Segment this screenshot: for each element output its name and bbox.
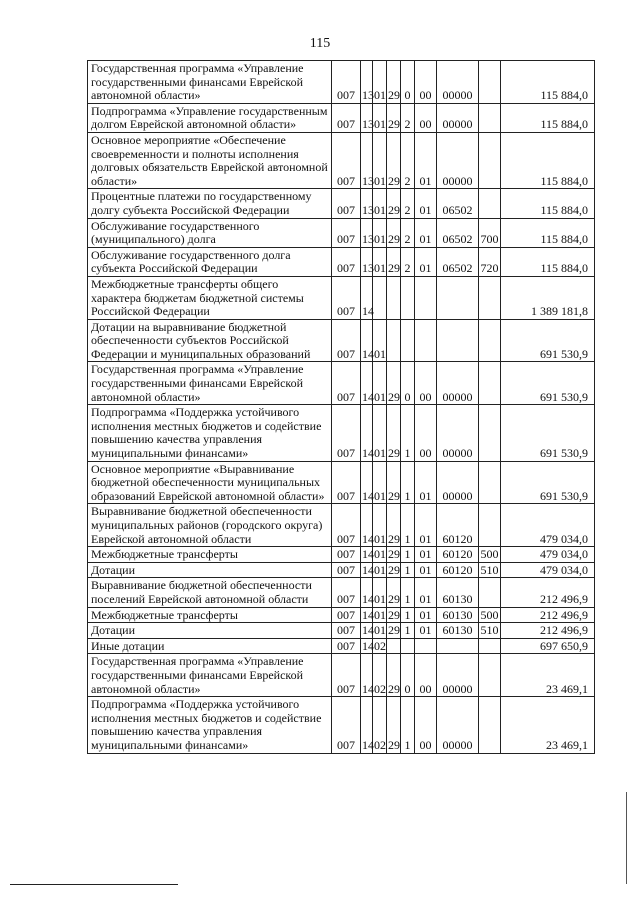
- ministry-code: 007: [332, 461, 361, 504]
- row-name: Выравнивание бюджетной обеспеченности муниципальных районов (городского округа) Еврейской автономной области: [88, 504, 332, 547]
- main-event-code: 01: [415, 578, 437, 607]
- direction-code: [437, 319, 479, 362]
- expense-type-code: [479, 61, 501, 104]
- ministry-code: 007: [332, 623, 361, 639]
- row-name: Государственная программа «Управление государственными финансами Еврейской автономной области»: [88, 654, 332, 697]
- ministry-code: 007: [332, 562, 361, 578]
- expense-type-code: [479, 319, 501, 362]
- subsection-code: 01: [373, 218, 387, 247]
- table-row: [88, 638, 595, 654]
- main-event-code: 01: [415, 189, 437, 218]
- expense-type-code: 500: [480, 607, 499, 622]
- ministry-code: 007: [332, 247, 361, 276]
- table-row: [88, 607, 595, 623]
- ministry-code: 007: [332, 103, 361, 132]
- program-code: 29: [387, 61, 401, 104]
- subsection-code: 02: [374, 638, 386, 653]
- row-name: Подпрограмма «Поддержка устойчивого исполнения местных бюджетов и содействие повышению качества управления муниципальными финансами»: [88, 697, 332, 753]
- amount: 1 389 181,8: [501, 276, 595, 319]
- program-code: 29: [387, 578, 401, 607]
- subsection-code: 01: [373, 362, 387, 405]
- section-code: 14: [362, 562, 374, 577]
- subprogram-code: 2: [401, 247, 415, 276]
- expense-type-code: [479, 189, 501, 218]
- direction-code: 60120: [437, 547, 479, 563]
- direction-code: 00000: [437, 132, 479, 188]
- main-event-code: 00: [415, 103, 437, 132]
- table-row: [88, 319, 595, 362]
- expense-type-code: [479, 103, 501, 132]
- row-name: Подпрограмма «Управление государственным долгом Еврейской автономной области»: [88, 103, 332, 132]
- section-code: 13: [361, 189, 373, 218]
- program-code: 29: [388, 547, 400, 562]
- program-code: 29: [387, 504, 401, 547]
- ministry-code: 007: [332, 276, 361, 319]
- direction-code: 06502: [437, 189, 479, 218]
- expense-type-code: 510: [480, 623, 499, 638]
- page-number: 115: [309, 36, 331, 51]
- main-event-code: 01: [415, 623, 437, 639]
- section-code: 14: [361, 461, 373, 504]
- table-row: [88, 189, 595, 218]
- program-code: [387, 638, 401, 654]
- subprogram-code: 1: [401, 697, 415, 753]
- main-event-code: [415, 319, 437, 362]
- expense-type-code: [479, 132, 501, 188]
- direction-code: 00000: [437, 61, 479, 104]
- program-code: 29: [387, 461, 401, 504]
- row-name: Основное мероприятие «Выравнивание бюджетной обеспеченности муниципальных образований Еврейской автономной области»: [88, 461, 332, 504]
- table-row: [88, 61, 595, 104]
- section-code: 14: [361, 504, 373, 547]
- subsection-code: [373, 276, 387, 319]
- subprogram-code: 1: [401, 607, 415, 623]
- table-row: [88, 623, 595, 639]
- subsection-code: 01: [374, 623, 386, 638]
- ministry-code: 007: [332, 654, 361, 697]
- subsection-code: 01: [373, 405, 387, 461]
- subsection-code: 01: [373, 319, 387, 362]
- subprogram-code: 2: [401, 189, 415, 218]
- expense-type-code: [479, 362, 501, 405]
- ministry-code: 007: [332, 132, 361, 188]
- amount: 479 034,0: [501, 504, 595, 547]
- row-name: Выравнивание бюджетной обеспеченности поселений Еврейской автономной области: [88, 578, 332, 607]
- table-row: [88, 562, 595, 578]
- amount: 479 034,0: [501, 547, 595, 563]
- section-code: 14: [362, 607, 374, 622]
- section-code: 14: [361, 654, 373, 697]
- main-event-code: 01: [415, 504, 437, 547]
- section-code: 14: [362, 547, 374, 562]
- subsection-code: 01: [373, 247, 387, 276]
- subsection-code: 01: [373, 61, 387, 104]
- row-name: Подпрограмма «Поддержка устойчивого исполнения местных бюджетов и содействие повышению качества управления муниципальными финансами»: [88, 405, 332, 461]
- section-code: 13: [361, 103, 373, 132]
- subsection-code: 01: [373, 578, 387, 607]
- expense-type-code: [479, 578, 501, 607]
- amount: 115 884,0: [501, 218, 595, 247]
- expense-type-code: [479, 504, 501, 547]
- section-code: 14: [361, 276, 373, 319]
- subprogram-code: [401, 319, 415, 362]
- row-name: Дотации: [88, 623, 332, 639]
- ministry-code: 007: [332, 504, 361, 547]
- program-code: 29: [388, 562, 400, 577]
- section-code: 14: [361, 405, 373, 461]
- amount: 115 884,0: [501, 189, 595, 218]
- expense-type-code: [479, 638, 501, 654]
- subprogram-code: 2: [401, 218, 415, 247]
- table-row: [88, 247, 595, 276]
- subprogram-code: 1: [401, 578, 415, 607]
- subprogram-code: 1: [401, 405, 415, 461]
- section-code: 13: [361, 61, 373, 104]
- direction-code: 60130: [437, 578, 479, 607]
- ministry-code: 007: [332, 61, 361, 104]
- program-code: 29: [387, 654, 401, 697]
- amount: 212 496,9: [501, 607, 595, 623]
- expense-type-code: [479, 461, 501, 504]
- amount: 115 884,0: [501, 61, 595, 104]
- subprogram-code: 1: [401, 623, 415, 639]
- row-name: Государственная программа «Управление государственными финансами Еврейской автономной области»: [88, 362, 332, 405]
- amount: 691 530,9: [501, 405, 595, 461]
- expense-type-code: [479, 405, 501, 461]
- subprogram-code: 0: [401, 654, 415, 697]
- table-row: [88, 405, 595, 461]
- ministry-code: 007: [332, 319, 361, 362]
- direction-code: 06502: [437, 247, 479, 276]
- subsection-code: 01: [374, 547, 386, 562]
- subprogram-code: 2: [401, 103, 415, 132]
- direction-code: 00000: [437, 362, 479, 405]
- expense-type-code: [479, 654, 501, 697]
- row-name: Обслуживание государственного (муниципального) долга: [88, 218, 332, 247]
- ministry-code: 007: [332, 638, 361, 654]
- table-row: [88, 461, 595, 504]
- main-event-code: 01: [415, 461, 437, 504]
- table-row: [88, 276, 595, 319]
- row-name: Межбюджетные трансферты: [88, 547, 332, 563]
- main-event-code: 00: [415, 405, 437, 461]
- row-name: Процентные платежи по государственному долгу субъекта Российской Федерации: [88, 189, 332, 218]
- direction-code: 60130: [437, 623, 479, 639]
- program-code: 29: [387, 697, 401, 753]
- direction-code: 06502: [437, 218, 479, 247]
- row-name: Обслуживание государственного долга субъекта Российской Федерации: [88, 247, 332, 276]
- subsection-code: 01: [373, 461, 387, 504]
- table-row: [88, 132, 595, 188]
- ministry-code: 007: [332, 578, 361, 607]
- section-code: 13: [361, 132, 373, 188]
- amount: 115 884,0: [501, 103, 595, 132]
- table-row: [88, 103, 595, 132]
- program-code: 29: [388, 607, 400, 622]
- subprogram-code: 0: [401, 61, 415, 104]
- amount: 212 496,9: [501, 578, 595, 607]
- amount: 479 034,0: [501, 562, 595, 578]
- subprogram-code: 1: [401, 562, 415, 578]
- direction-code: 60130: [437, 607, 479, 623]
- direction-code: 00000: [437, 461, 479, 504]
- subsection-code: 02: [373, 697, 387, 753]
- amount: 691 530,9: [501, 319, 595, 362]
- subsection-code: 01: [373, 504, 387, 547]
- main-event-code: 00: [415, 654, 437, 697]
- footer-rule: [10, 884, 178, 885]
- program-code: 29: [387, 189, 401, 218]
- ministry-code: 007: [332, 362, 361, 405]
- subsection-code: 01: [374, 607, 386, 622]
- amount: 697 650,9: [501, 638, 595, 654]
- main-event-code: 01: [415, 132, 437, 188]
- subsection-code: 01: [373, 189, 387, 218]
- expense-type-code: 510: [480, 562, 499, 577]
- expense-type-code: 700: [479, 218, 501, 247]
- subprogram-code: 1: [401, 504, 415, 547]
- row-name: Государственная программа «Управление государственными финансами Еврейской автономной области»: [88, 61, 332, 104]
- program-code: 29: [388, 623, 400, 638]
- main-event-code: 00: [415, 362, 437, 405]
- table-row: [88, 654, 595, 697]
- row-name: Межбюджетные трансферты общего характера бюджетам бюджетной системы Российской Федерации: [88, 276, 332, 319]
- row-name: Основное мероприятие «Обеспечение своевременности и полноты исполнения долговых обязательств Еврейской автономной области»: [88, 132, 332, 188]
- table-row: [88, 218, 595, 247]
- direction-code: 00000: [437, 103, 479, 132]
- budget-table: [87, 60, 595, 754]
- subsection-code: 01: [373, 103, 387, 132]
- subsection-code: 01: [373, 132, 387, 188]
- main-event-code: 01: [415, 607, 437, 623]
- subprogram-code: 1: [401, 461, 415, 504]
- table-row: [88, 697, 595, 753]
- main-event-code: 01: [415, 218, 437, 247]
- main-event-code: [415, 638, 437, 654]
- amount: 115 884,0: [501, 132, 595, 188]
- section-code: 14: [361, 578, 373, 607]
- margin-mark: [626, 792, 627, 884]
- direction-code: 00000: [437, 697, 479, 753]
- expense-type-code: [479, 276, 501, 319]
- row-name: Дотации: [88, 562, 332, 578]
- program-code: 29: [387, 405, 401, 461]
- amount: 691 530,9: [501, 362, 595, 405]
- row-name: Межбюджетные трансферты: [88, 607, 332, 623]
- main-event-code: 00: [415, 697, 437, 753]
- subsection-code: 02: [373, 654, 387, 697]
- subprogram-code: 0: [401, 362, 415, 405]
- subprogram-code: [401, 276, 415, 319]
- ministry-code: 007: [332, 189, 361, 218]
- direction-code: 00000: [437, 654, 479, 697]
- main-event-code: 00: [415, 61, 437, 104]
- section-code: 14: [362, 638, 374, 653]
- main-event-code: 01: [415, 247, 437, 276]
- section-code: 14: [361, 362, 373, 405]
- amount: 23 469,1: [501, 697, 595, 753]
- row-name: Иные дотации: [88, 638, 332, 654]
- section-code: 14: [361, 697, 373, 753]
- ministry-code: 007: [332, 405, 361, 461]
- table-row: [88, 547, 595, 563]
- ministry-code: 007: [332, 697, 361, 753]
- main-event-code: 01: [415, 547, 437, 563]
- subprogram-code: 1: [401, 547, 415, 563]
- table-row: [88, 362, 595, 405]
- ministry-code: 007: [332, 547, 361, 563]
- section-code: 13: [361, 247, 373, 276]
- expense-type-code: 720: [479, 247, 501, 276]
- section-code: 14: [362, 623, 374, 638]
- direction-code: [437, 276, 479, 319]
- program-code: 29: [387, 103, 401, 132]
- direction-code: 00000: [437, 405, 479, 461]
- row-name: Дотации на выравнивание бюджетной обеспеченности субъектов Российской Федерации и муниципальных образований: [88, 319, 332, 362]
- ministry-code: 007: [332, 218, 361, 247]
- amount: 23 469,1: [501, 654, 595, 697]
- direction-code: 60120: [437, 562, 479, 578]
- program-code: 29: [387, 132, 401, 188]
- amount: 691 530,9: [501, 461, 595, 504]
- expense-type-code: [479, 697, 501, 753]
- program-code: [387, 276, 401, 319]
- main-event-code: 01: [415, 562, 437, 578]
- amount: 115 884,0: [501, 247, 595, 276]
- amount: 212 496,9: [501, 623, 595, 639]
- expense-type-code: 500: [480, 547, 499, 562]
- table-row: [88, 504, 595, 547]
- main-event-code: [415, 276, 437, 319]
- table-row: [88, 578, 595, 607]
- ministry-code: 007: [332, 607, 361, 623]
- program-code: 29: [387, 247, 401, 276]
- direction-code: 60120: [437, 504, 479, 547]
- subsection-code: 01: [374, 562, 386, 577]
- direction-code: [437, 638, 479, 654]
- program-code: [387, 319, 401, 362]
- section-code: 14: [361, 319, 373, 362]
- program-code: 29: [387, 218, 401, 247]
- section-code: 13: [361, 218, 373, 247]
- subprogram-code: [401, 638, 415, 654]
- subprogram-code: 2: [401, 132, 415, 188]
- program-code: 29: [387, 362, 401, 405]
